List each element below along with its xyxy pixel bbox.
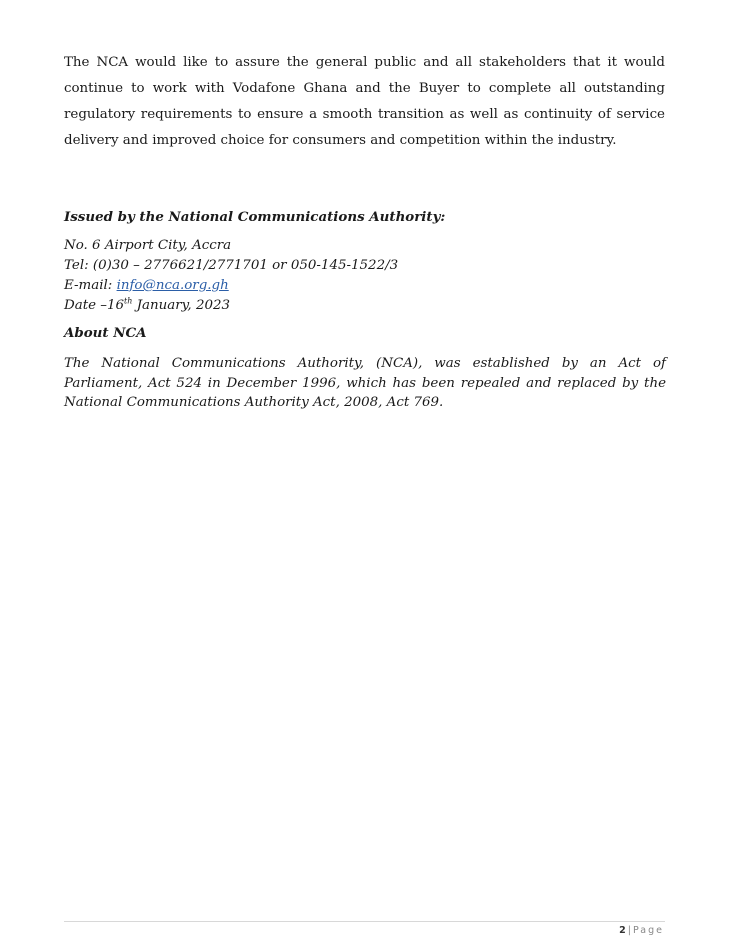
about-paragraph: The National Communications Authority, (NCA), was established by an Act of Parliament, Act 524 in December 1996, which has been repealed and replaced by the National Communications Authority Act, 2008, Act 769. [64, 356, 666, 410]
about-heading: About NCA [64, 325, 147, 341]
body-paragraph: The NCA would like to assure the general public and all stakeholders that it would continue to work with Vodafone Ghana and the Buyer to complete all outstanding regulatory requirements to ensure a smooth transition as well as continuity of service delivery and improved choice for consumers and competition within the industry. [64, 55, 665, 148]
contact-block [64, 236, 398, 316]
date-ordinal: th [124, 296, 133, 306]
page-label: Page [633, 925, 664, 936]
date-suffix: January, 2023 [132, 298, 231, 313]
date-prefix: Date –16 [64, 298, 125, 313]
email-link[interactable]: info@nca.org.gh [116, 278, 229, 293]
page-number: 2 [619, 925, 626, 936]
page-footer [619, 925, 664, 936]
issued-by-heading: Issued by the National Communications Authority: [64, 209, 446, 225]
footer-divider [64, 921, 665, 922]
email-line [64, 276, 398, 296]
footer-separator: | [627, 925, 631, 936]
address-line: No. 6 Airport City, Accra [64, 238, 232, 253]
email-label: E-mail: [64, 278, 117, 293]
date-line [64, 296, 398, 316]
tel-line: Tel: (0)30 – 2776621/2771701 or 050-145-1522/3 [64, 258, 399, 273]
